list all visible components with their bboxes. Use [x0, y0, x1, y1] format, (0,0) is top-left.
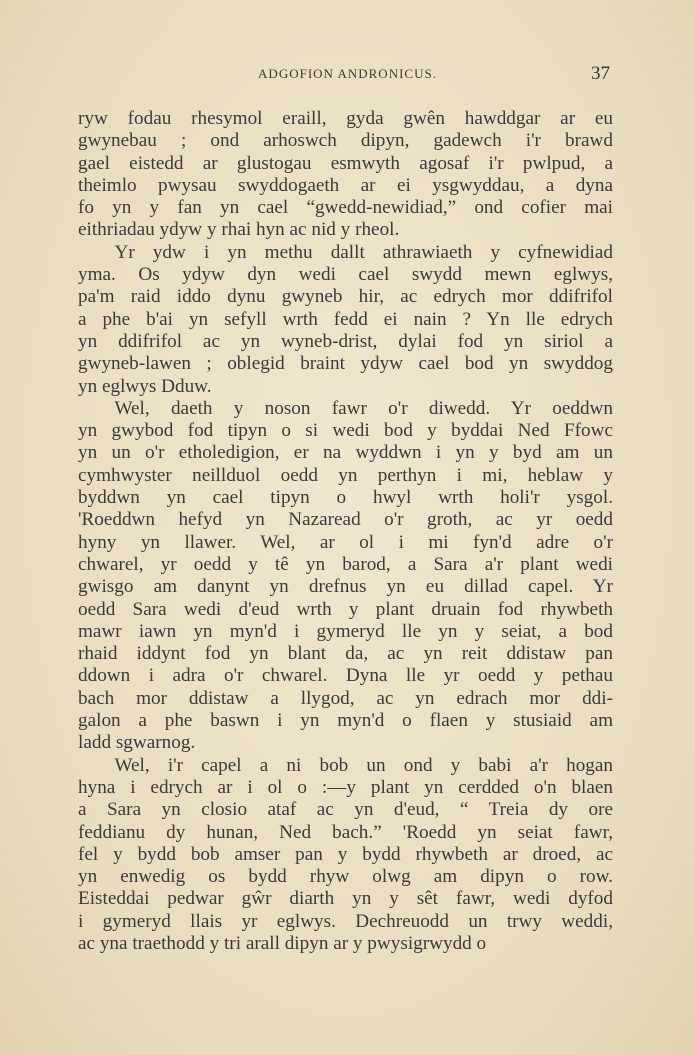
text-line: gael eistedd ar glustogau esmwyth agosaf i'r pwlpud, a	[78, 152, 613, 174]
text-line: yma. Os ydyw dyn wedi cael swydd mewn eglwys,	[78, 264, 613, 286]
text-line: pa'm raid iddo dynu gwyneb hir, ac edrych mor ddifrifol	[78, 286, 613, 308]
text-line: theimlo pwysau swyddogaeth ar ei ysgwyddau, a dyna	[78, 174, 613, 196]
running-title: ADGOFION ANDRONICUS.	[258, 66, 437, 81]
text-line: i gymeryd llais yr eglwys. Dechreuodd un trwy weddi,	[78, 910, 613, 932]
text-line: fel y bydd bob amser pan y bydd rhywbeth ar droed, ac	[78, 843, 613, 865]
text-line: ladd sgwarnog.	[78, 732, 196, 754]
text-line: Yr ydw i yn methu dallt athrawiaeth y cyfnewidiad	[114, 241, 613, 263]
text-line: feddianu dy hunan, Ned bach.” 'Roedd yn seiat fawr,	[78, 821, 613, 843]
text-line: bach mor ddistaw a llygod, ac yn edrach mor ddi-	[78, 687, 613, 709]
text-line: Wel, daeth y noson fawr o'r diwedd. Yr oeddwn	[114, 397, 613, 419]
text-line: hyna i edrych ar i ol o :—y plant yn cerdded o'n blaen	[78, 776, 613, 798]
text-line: gwynebau ; ond arhoswch dipyn, gadewch i'r brawd	[78, 130, 613, 152]
text-line: gwyneb-lawen ; oblegid braint ydyw cael bod yn swyddog	[78, 353, 613, 375]
text-line: Wel, i'r capel a ni bob un ond y babi a'r hogan	[114, 754, 613, 776]
text-line: yn eglwys Dduw.	[78, 375, 212, 397]
text-line: yn un o'r etholedigion, er na wyddwn i yn y byd am un	[78, 442, 613, 464]
text-line: oedd Sara wedi d'eud wrth y plant druain fod rhywbeth	[78, 598, 613, 620]
text-line: yn enwedig os bydd rhyw olwg am dipyn o row.	[78, 866, 613, 888]
text-line: rhaid iddynt fod yn blant da, ac yn reit ddistaw pan	[78, 643, 613, 665]
text-line: chwarel, yr oedd y tê yn barod, a Sara a'r plant wedi	[78, 553, 613, 575]
text-line: a phe b'ai yn sefyll wrth fedd ei nain ? Yn lle edrych	[78, 308, 613, 330]
text-line: fo yn y fan yn cael “gwedd-newidiad,” ond cofier mai	[78, 197, 613, 219]
text-line: 'Roeddwn hefyd yn Nazaread o'r groth, ac yr oedd	[78, 509, 613, 531]
text-line: yn ddifrifol ac yn wyneb-drist, dylai fod yn siriol a	[78, 330, 613, 352]
page-header	[0, 63, 695, 90]
text-line: Eisteddai pedwar gŵr diarth yn y sêt fawr, wedi dyfod	[78, 888, 613, 910]
text-line: eithriadau ydyw y rhai hyn ac nid y rheol.	[78, 219, 400, 241]
text-line: gwisgo am danynt yn drefnus yn eu dillad capel. Yr	[78, 576, 613, 598]
text-line: mawr iawn yn myn'd i gymeryd lle yn y seiat, a bod	[78, 620, 613, 642]
text-line: cymhwyster neillduol oedd yn perthyn i mi, heblaw y	[78, 464, 613, 486]
text-line: hyny yn llawer. Wel, ar ol i mi fyn'd adre o'r	[78, 531, 613, 553]
text-line: galon a phe baswn i yn myn'd o flaen y stusiaid am	[78, 710, 613, 732]
body-text	[78, 108, 613, 955]
text-line: ac yna traethodd y tri arall dipyn ar y pwysigrwydd o	[78, 932, 487, 954]
text-line: yn gwybod fod tipyn o si wedi bod y byddai Ned Ffowc	[78, 420, 613, 442]
text-line: a Sara yn closio ataf ac yn d'eud, “ Treia dy ore	[78, 799, 613, 821]
page-number: 37	[591, 63, 610, 84]
text-line: byddwn yn cael tipyn o hwyl wrth holi'r ysgol.	[78, 487, 613, 509]
text-line: ddown i adra o'r chwarel. Dyna lle yr oedd y pethau	[78, 665, 613, 687]
text-line: ryw fodau rhesymol eraill, gyda gwên hawddgar ar eu	[78, 108, 613, 129]
